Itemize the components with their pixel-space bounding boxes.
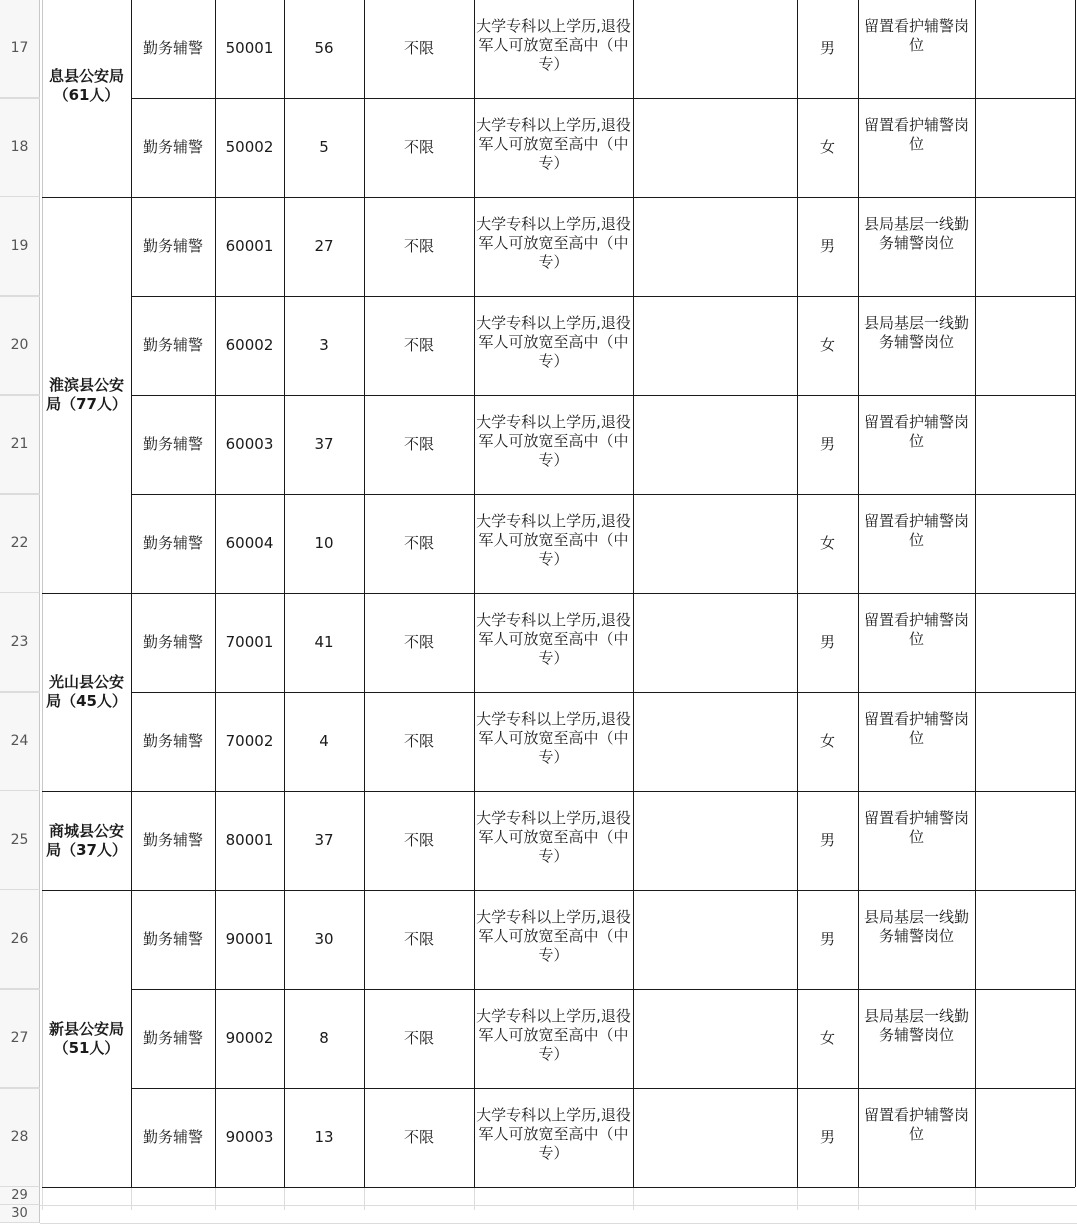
grid-line (474, 1187, 475, 1210)
grid-line (858, 1187, 859, 1210)
cell-empty[interactable] (975, 692, 1077, 791)
cell-age[interactable]: 不限 (403, 237, 434, 255)
cell-post[interactable]: 勤务辅警 (142, 930, 203, 948)
row-number[interactable]: 29 (0, 1187, 40, 1205)
row-number[interactable]: 22 (0, 494, 40, 593)
cell-empty[interactable] (975, 890, 1077, 989)
cell-empty[interactable] (975, 494, 1077, 593)
cell-note[interactable]: 留置看护辅警岗位 (863, 512, 969, 549)
cell-code[interactable]: 50001 (225, 39, 274, 57)
grid-line (42, 593, 1075, 594)
cell-age[interactable]: 不限 (403, 336, 434, 354)
grid-line (0, 395, 40, 396)
cell-edu[interactable]: 大学专科以上学历,退役军人可放宽至高中（中专） (476, 809, 631, 865)
grid-line (975, 1187, 976, 1210)
cell-major[interactable] (633, 0, 797, 98)
cell-note[interactable]: 县局基层一线勤务辅警岗位 (863, 314, 969, 351)
grid-line (0, 1088, 40, 1089)
cell-major[interactable] (633, 989, 797, 1088)
grid-line (215, 1187, 216, 1210)
cell-gender[interactable]: 女 (819, 138, 835, 156)
cell-gender[interactable]: 女 (819, 732, 835, 750)
cell-count[interactable]: 37 (314, 435, 334, 453)
cell-code[interactable]: 60003 (225, 435, 274, 453)
grid-line (40, 1205, 1077, 1206)
cell-note[interactable]: 留置看护辅警岗位 (863, 17, 969, 54)
cell-major[interactable] (633, 692, 797, 791)
cell-gender[interactable]: 女 (819, 336, 835, 354)
grid-line (42, 1187, 43, 1210)
row-number[interactable]: 23 (0, 593, 40, 692)
unit-cell[interactable]: 光山县公安局（45人） (46, 673, 127, 710)
cell-age[interactable]: 不限 (403, 831, 434, 849)
cell-gender[interactable]: 男 (819, 435, 835, 453)
grid-line (284, 1187, 285, 1210)
cell-gender[interactable]: 男 (819, 831, 835, 849)
grid-line (131, 692, 1075, 693)
unit-cell[interactable]: 淮滨县公安局（77人） (46, 376, 127, 413)
cell-age[interactable]: 不限 (403, 39, 434, 57)
grid-line (131, 1088, 1075, 1089)
grid-line (1075, 0, 1076, 1187)
cell-age[interactable]: 不限 (403, 732, 434, 750)
cell-age[interactable]: 不限 (403, 1128, 434, 1146)
cell-edu[interactable]: 大学专科以上学历,退役军人可放宽至高中（中专） (476, 413, 631, 469)
cell-note[interactable]: 留置看护辅警岗位 (863, 1106, 969, 1143)
cell-post[interactable]: 勤务辅警 (142, 138, 203, 156)
cell-code[interactable]: 80001 (225, 831, 274, 849)
row-number[interactable]: 27 (0, 989, 40, 1088)
cell-count[interactable]: 5 (319, 138, 329, 156)
cell-age[interactable]: 不限 (403, 633, 434, 651)
cell-age[interactable]: 不限 (403, 534, 434, 552)
cell-empty[interactable] (975, 98, 1077, 197)
cell-post[interactable]: 勤务辅警 (142, 534, 203, 552)
cell-count[interactable]: 56 (314, 39, 334, 57)
cell-edu[interactable]: 大学专科以上学历,退役军人可放宽至高中（中专） (476, 1007, 631, 1063)
cell-note[interactable]: 留置看护辅警岗位 (863, 710, 969, 747)
cell-major[interactable] (633, 791, 797, 890)
cell-post[interactable]: 勤务辅警 (142, 732, 203, 750)
cell-count[interactable]: 3 (319, 336, 329, 354)
cell-gender[interactable]: 男 (819, 237, 835, 255)
cell-empty[interactable] (975, 989, 1077, 1088)
row-number[interactable]: 28 (0, 1088, 40, 1187)
cell-code[interactable]: 70002 (225, 732, 274, 750)
unit-cell[interactable]: 商城县公安局（37人） (46, 821, 127, 859)
cell-code[interactable]: 90003 (225, 1128, 274, 1146)
cell-code[interactable]: 60004 (225, 534, 274, 552)
cell-empty[interactable] (975, 395, 1077, 494)
cell-major[interactable] (633, 197, 797, 296)
cell-gender[interactable]: 男 (819, 39, 835, 57)
grid-line (131, 296, 1075, 297)
row-number[interactable]: 30 (0, 1205, 40, 1223)
cell-count[interactable]: 27 (314, 237, 334, 255)
cell-age[interactable]: 不限 (403, 138, 434, 156)
cell-count[interactable]: 30 (314, 930, 334, 948)
cell-age[interactable]: 不限 (403, 435, 434, 453)
cell-note[interactable]: 留置看护辅警岗位 (863, 413, 969, 450)
grid-line (364, 1187, 365, 1210)
cell-note[interactable]: 留置看护辅警岗位 (863, 809, 969, 846)
cell-count[interactable]: 13 (314, 1128, 334, 1146)
cell-count[interactable]: 41 (314, 633, 334, 651)
grid-line (131, 494, 1075, 495)
cell-note[interactable]: 县局基层一线勤务辅警岗位 (863, 215, 969, 252)
grid-line (797, 1187, 798, 1210)
row-number[interactable]: 24 (0, 692, 40, 791)
grid-line (42, 890, 1075, 891)
cell-edu[interactable]: 大学专科以上学历,退役军人可放宽至高中（中专） (476, 215, 631, 271)
unit-cell[interactable]: 息县公安局（61人） (48, 67, 124, 104)
cell-post[interactable]: 勤务辅警 (142, 237, 203, 255)
cell-code[interactable]: 70001 (225, 633, 274, 651)
cell-gender[interactable]: 男 (819, 930, 835, 948)
cell-major[interactable] (633, 296, 797, 395)
cell-edu[interactable]: 大学专科以上学历,退役军人可放宽至高中（中专） (476, 512, 631, 568)
row-number[interactable]: 19 (0, 197, 40, 296)
cell-post[interactable]: 勤务辅警 (142, 831, 203, 849)
row-number[interactable]: 25 (0, 791, 40, 890)
unit-cell[interactable]: 新县公安局（51人） (48, 1019, 124, 1057)
grid-line (131, 395, 1075, 396)
cell-note[interactable]: 县局基层一线勤务辅警岗位 (863, 1007, 969, 1044)
cell-major[interactable] (633, 98, 797, 197)
cell-major[interactable] (633, 593, 797, 692)
cell-code[interactable]: 60001 (225, 237, 274, 255)
grid-line (42, 1187, 1075, 1188)
cell-count[interactable]: 37 (314, 831, 334, 849)
grid-line (42, 197, 1075, 198)
cell-note[interactable]: 留置看护辅警岗位 (863, 116, 969, 153)
cell-major[interactable] (633, 395, 797, 494)
row-number[interactable]: 20 (0, 296, 40, 395)
grid-line (0, 494, 40, 495)
grid-line (131, 1187, 132, 1210)
grid-line (0, 989, 40, 990)
row-number[interactable]: 18 (0, 98, 40, 197)
cell-empty[interactable] (975, 593, 1077, 692)
cell-gender[interactable]: 男 (819, 1128, 835, 1146)
cell-empty[interactable] (975, 1088, 1077, 1187)
cell-empty[interactable] (975, 0, 1077, 98)
cell-note[interactable]: 留置看护辅警岗位 (863, 611, 969, 648)
cell-note[interactable]: 县局基层一线勤务辅警岗位 (863, 908, 969, 945)
row-number[interactable]: 21 (0, 395, 40, 494)
grid-line (0, 296, 40, 297)
cell-code[interactable]: 90002 (225, 1029, 274, 1047)
cell-age[interactable]: 不限 (403, 930, 434, 948)
cell-edu[interactable]: 大学专科以上学历,退役军人可放宽至高中（中专） (476, 710, 631, 766)
row-number[interactable]: 26 (0, 890, 40, 989)
cell-major[interactable] (633, 1088, 797, 1187)
grid-line (131, 98, 1075, 99)
cell-post[interactable]: 勤务辅警 (142, 435, 203, 453)
cell-code[interactable]: 50002 (225, 138, 274, 156)
cell-edu[interactable]: 大学专科以上学历,退役军人可放宽至高中（中专） (476, 611, 631, 667)
row-number[interactable]: 17 (0, 0, 40, 98)
cell-post[interactable]: 勤务辅警 (142, 336, 203, 354)
cell-empty[interactable] (975, 791, 1077, 890)
grid-line (42, 791, 1075, 792)
cell-gender[interactable]: 女 (819, 1029, 835, 1047)
cell-gender[interactable]: 女 (819, 534, 835, 552)
cell-count[interactable]: 8 (319, 1029, 329, 1047)
cell-code[interactable]: 90001 (225, 930, 274, 948)
cell-post[interactable]: 勤务辅警 (142, 1128, 203, 1146)
cell-edu[interactable]: 大学专科以上学历,退役军人可放宽至高中（中专） (476, 314, 631, 370)
cell-edu[interactable]: 大学专科以上学历,退役军人可放宽至高中（中专） (476, 116, 631, 172)
cell-empty[interactable] (975, 197, 1077, 296)
cell-age[interactable]: 不限 (403, 1029, 434, 1047)
grid-line (633, 1187, 634, 1210)
grid-line (131, 989, 1075, 990)
cell-major[interactable] (633, 494, 797, 593)
grid-line (0, 98, 40, 99)
cell-post[interactable]: 勤务辅警 (142, 633, 203, 651)
cell-gender[interactable]: 男 (819, 633, 835, 651)
cell-major[interactable] (633, 890, 797, 989)
cell-post[interactable]: 勤务辅警 (142, 1029, 203, 1047)
cell-code[interactable]: 60002 (225, 336, 274, 354)
cell-count[interactable]: 10 (314, 534, 334, 552)
cell-edu[interactable]: 大学专科以上学历,退役军人可放宽至高中（中专） (476, 908, 631, 964)
grid-line (0, 692, 40, 693)
cell-count[interactable]: 4 (319, 732, 329, 750)
cell-edu[interactable]: 大学专科以上学历,退役军人可放宽至高中（中专） (476, 17, 631, 73)
cell-post[interactable]: 勤务辅警 (142, 39, 203, 57)
cell-empty[interactable] (975, 296, 1077, 395)
cell-edu[interactable]: 大学专科以上学历,退役军人可放宽至高中（中专） (476, 1106, 631, 1162)
